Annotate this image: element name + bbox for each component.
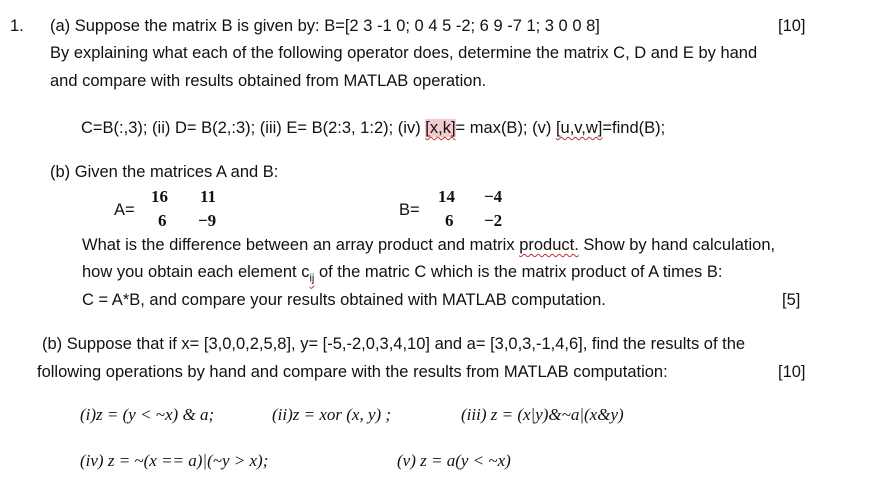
operation-ii: (ii)z = xor (x, y) ; xyxy=(272,405,392,424)
ops-find-outputs: [u,v,w] xyxy=(555,119,603,137)
question-number: 1. xyxy=(10,17,24,35)
part-a-operations xyxy=(81,118,665,138)
matrix-b-r2c2: −2 xyxy=(484,211,503,230)
matrix-a-r2c2: −9 xyxy=(198,211,217,230)
matrix-b-r2c1: 6 xyxy=(445,211,454,230)
part-a-line-2: By explaining what each of the following operator does, determine the matrix C, D and E by hand xyxy=(50,44,758,62)
part-a-marks: [10] xyxy=(778,17,806,35)
part-a-line-3: and compare with results obtained from MATLAB operation. xyxy=(50,72,487,90)
matrix-a-label: A= xyxy=(114,201,135,219)
part-b-line-3 xyxy=(82,262,722,288)
part-a-line-1: (a) Suppose the matrix B is given by: B=[2 3 -1 0; 0 4 5 -2; 6 9 -7 1; 3 0 0 8] xyxy=(50,17,600,35)
ops-pre: C=B(:,3); (ii) D= B(2,:3); (iii) E= B(2:3, 1:2); (iv) xyxy=(81,119,426,137)
b2-pre: What is the difference between an array product and matrix xyxy=(82,236,520,254)
operation-iv: (iv) z = ~(x == a)|(~y > x); xyxy=(80,451,269,470)
part-c-line-2: following operations by hand and compare with the results from MATLAB computation: xyxy=(37,363,668,381)
matrix-a-r2c1: 6 xyxy=(158,211,167,230)
b3-subscript: ij xyxy=(309,272,315,285)
part-b-marks: [5] xyxy=(782,291,801,309)
b3-post: of the matric C which is the matrix product of A times B: xyxy=(314,263,723,281)
part-b-line-1: (b) Given the matrices A and B: xyxy=(50,163,279,181)
ops-mid: = max(B); (v) xyxy=(455,119,556,137)
part-c-line-1: (b) Suppose that if x= [3,0,0,2,5,8], y= [-5,-2,0,3,4,10] and a= [3,0,3,-1,4,6], find the results of the xyxy=(42,335,746,353)
part-b-line-4: C = A*B, and compare your results obtained with MATLAB computation. xyxy=(82,291,606,309)
operation-i: (i)z = (y < ~x) & a; xyxy=(80,405,215,424)
part-c-marks: [10] xyxy=(778,363,806,381)
matrix-a-r1c1: 16 xyxy=(151,187,168,206)
operation-iii: (iii) z = (x|y)&~a|(x&y) xyxy=(461,405,624,424)
matrix-a-r1c2: 11 xyxy=(200,187,217,206)
ops-post: =find(B); xyxy=(602,119,666,137)
matrix-b-r1c1: 14 xyxy=(438,187,455,206)
operation-v: (v) z = a(y < ~x) xyxy=(397,451,511,470)
b2-post: Show by hand calculation, xyxy=(578,236,776,254)
ops-highlight: [x,k] xyxy=(425,119,456,137)
matrix-b-r1c2: −4 xyxy=(484,187,503,206)
matrix-b-label: B= xyxy=(399,201,420,219)
b2-underlined: product. xyxy=(519,236,579,254)
b3-pre: how you obtain each element c xyxy=(82,263,310,281)
part-b-line-2 xyxy=(82,235,775,255)
